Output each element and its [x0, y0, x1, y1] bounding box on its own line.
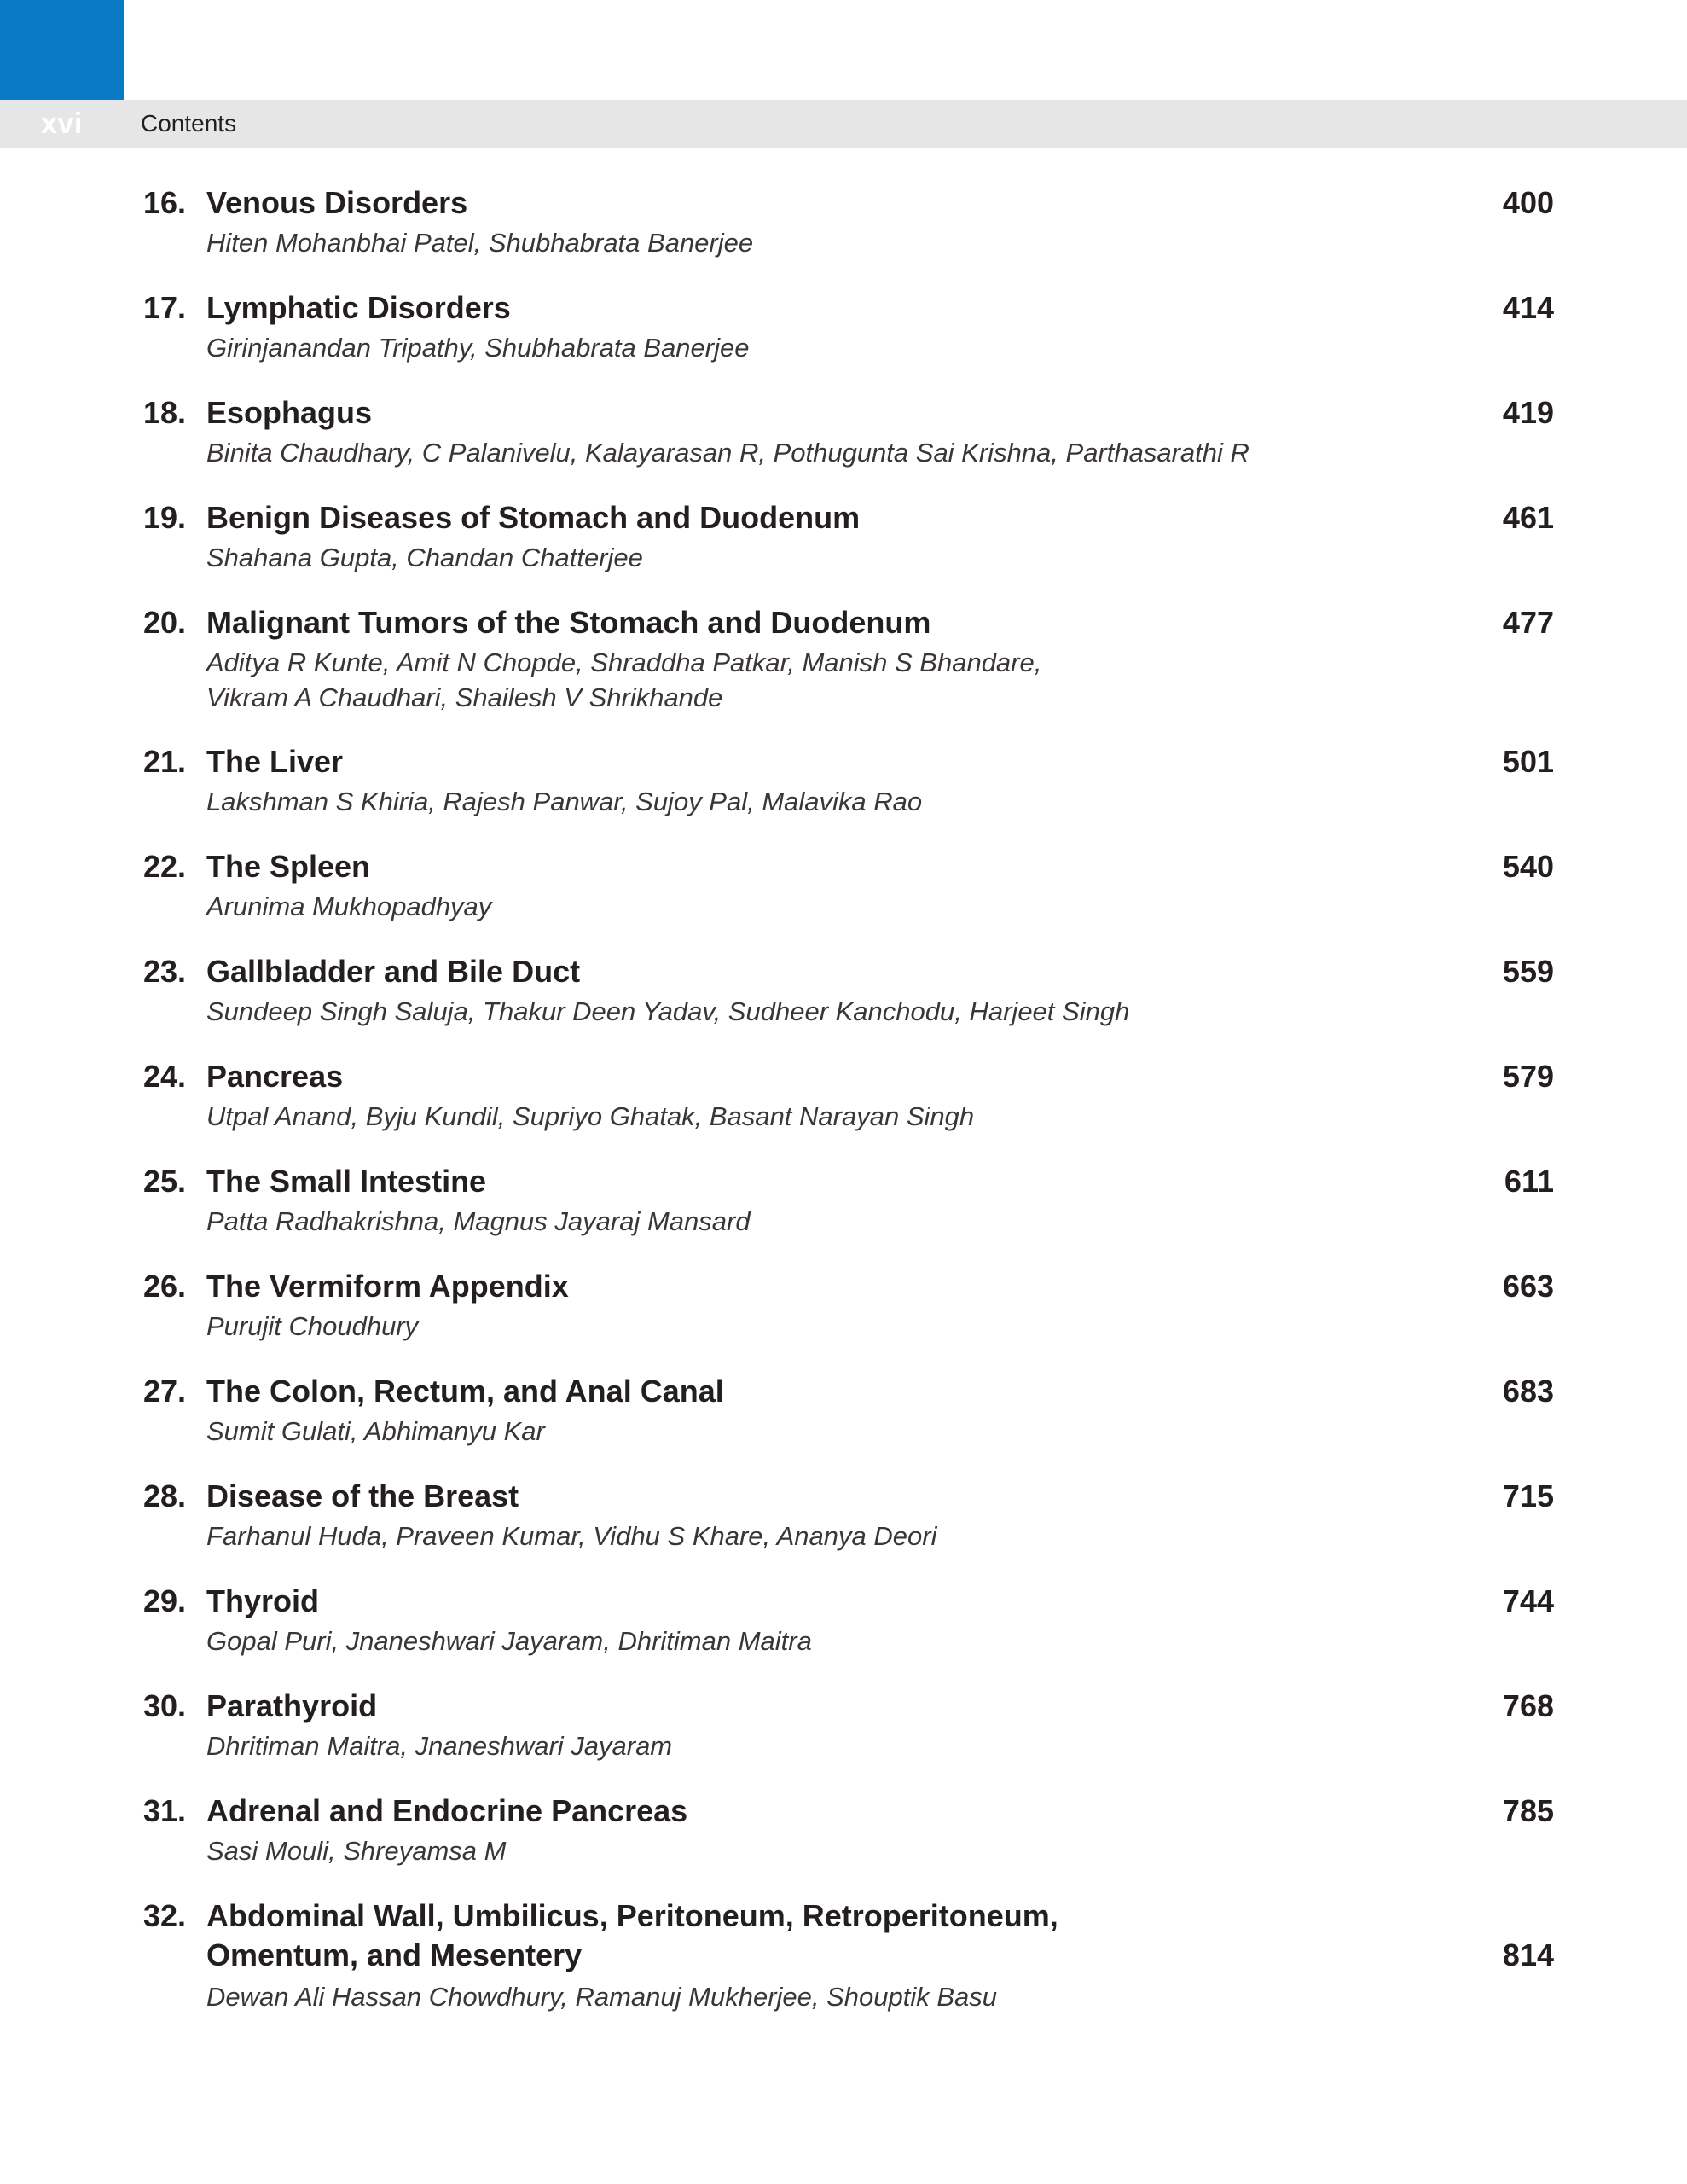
chapter-authors: Utpal Anand, Byju Kundil, Supriyo Ghatak, Basant Narayan Singh: [206, 1101, 975, 1131]
chapter-number: 20.: [143, 605, 187, 640]
chapter-number: 24.: [143, 1059, 187, 1094]
chapter-authors: Dewan Ali Hassan Chowdhury, Ramanuj Mukherjee, Shouptik Basu: [206, 1982, 998, 2012]
chapter-number: 19.: [143, 500, 187, 535]
page-ref: 744: [1502, 1583, 1554, 1618]
chapter-authors: Sundeep Singh Saluja, Thakur Deen Yadav, Sudheer Kanchodu, Harjeet Singh: [206, 996, 1130, 1026]
chapter-number: 18.: [143, 395, 187, 430]
page-number: xvi: [41, 107, 83, 140]
chapter-authors: Purujit Choudhury: [206, 1311, 419, 1341]
chapter-title[interactable]: The Liver: [206, 744, 344, 779]
chapter-number: 16.: [143, 185, 187, 220]
chapter-authors: Sasi Mouli, Shreyamsa M: [206, 1836, 507, 1866]
toc-entry[interactable]: [0, 284, 1687, 389]
authors-line: Aditya R Kunte, Amit N Chopde, Shraddha Patkar, Manish S Bhandare,: [206, 648, 1042, 677]
toc-entry[interactable]: [0, 1892, 1687, 2046]
page-ref: 477: [1502, 605, 1554, 640]
page-ref: 579: [1502, 1059, 1554, 1094]
chapter-title[interactable]: The Small Intestine: [206, 1164, 487, 1199]
chapter-number: 17.: [143, 290, 187, 325]
chapter-number: 28.: [143, 1478, 187, 1513]
page-ref: 419: [1502, 395, 1554, 430]
authors-line: Vikram A Chaudhari, Shailesh V Shrikhande: [206, 682, 723, 712]
chapter-authors: Girinjanandan Tripathy, Shubhabrata Banerjee: [206, 333, 750, 363]
running-head: Contents: [141, 110, 237, 136]
chapter-number: 31.: [143, 1793, 187, 1828]
toc-entry[interactable]: [0, 1053, 1687, 1158]
chapter-title[interactable]: Lymphatic Disorders: [206, 290, 511, 325]
chapter-title[interactable]: Venous Disorders: [206, 185, 468, 220]
chapter-number: 30.: [143, 1688, 187, 1723]
chapter-authors: Sumit Gulati, Abhimanyu Kar: [206, 1416, 545, 1446]
chapter-title[interactable]: Malignant Tumors of the Stomach and Duodenum: [206, 605, 931, 640]
chapter-title[interactable]: Adrenal and Endocrine Pancreas: [206, 1793, 688, 1828]
page-ref: 540: [1502, 849, 1554, 884]
chapter-authors: Arunima Mukhopadhyay: [206, 892, 492, 921]
toc-entry[interactable]: [0, 389, 1687, 494]
toc-entry[interactable]: [0, 1263, 1687, 1368]
chapter-title[interactable]: Disease of the Breast: [206, 1478, 519, 1513]
chapter-title[interactable]: Thyroid: [206, 1583, 319, 1618]
chapter-title[interactable]: Esophagus: [206, 395, 373, 430]
chapter-authors: Patta Radhakrishna, Magnus Jayaraj Mansard: [206, 1206, 751, 1236]
chapter-authors: Farhanul Huda, Praveen Kumar, Vidhu S Khare, Ananya Deori: [206, 1521, 937, 1551]
table-of-contents: [0, 179, 1687, 2046]
chapter-title[interactable]: Pancreas: [206, 1059, 344, 1094]
page-ref: 663: [1502, 1269, 1554, 1304]
chapter-title[interactable]: [206, 1896, 1058, 1975]
page-ref: 785: [1502, 1793, 1554, 1828]
page-ref: 611: [1504, 1164, 1554, 1199]
title-line: Abdominal Wall, Umbilicus, Peritoneum, Retroperitoneum,: [206, 1898, 1058, 1933]
toc-entry[interactable]: [0, 1577, 1687, 1682]
chapter-title[interactable]: The Spleen: [206, 849, 371, 884]
chapter-number: 29.: [143, 1583, 187, 1618]
toc-entry[interactable]: [0, 494, 1687, 599]
header-band: [0, 100, 1687, 148]
chapter-title[interactable]: The Colon, Rectum, and Anal Canal: [206, 1374, 724, 1409]
toc-entry[interactable]: [0, 1158, 1687, 1263]
page-ref: 559: [1502, 954, 1554, 989]
page-ref: 768: [1502, 1688, 1554, 1723]
chapter-authors: Dhritiman Maitra, Jnaneshwari Jayaram: [206, 1731, 673, 1761]
chapter-number: 21.: [143, 744, 187, 779]
chapter-number: 32.: [143, 1898, 187, 1933]
toc-entry[interactable]: [0, 1682, 1687, 1787]
toc-entry[interactable]: [0, 179, 1687, 284]
chapter-title[interactable]: Parathyroid: [206, 1688, 378, 1723]
toc-entry[interactable]: [0, 599, 1687, 738]
toc-entry[interactable]: [0, 843, 1687, 948]
title-line: Omentum, and Mesentery: [206, 1937, 583, 1972]
chapter-title[interactable]: Benign Diseases of Stomach and Duodenum: [206, 500, 861, 535]
chapter-number: 22.: [143, 849, 187, 884]
chapter-authors: Hiten Mohanbhai Patel, Shubhabrata Banerjee: [206, 228, 754, 258]
page-ref: 461: [1502, 500, 1554, 535]
chapter-authors: Binita Chaudhary, C Palanivelu, Kalayarasan R, Pothugunta Sai Krishna, Parthasarathi R: [206, 438, 1249, 468]
toc-entry[interactable]: [0, 1368, 1687, 1472]
page-ref: 814: [1502, 1937, 1554, 1972]
chapter-authors: Lakshman S Khiria, Rajesh Panwar, Sujoy Pal, Malavika Rao: [206, 787, 923, 816]
chapter-number: 27.: [143, 1374, 187, 1409]
toc-entry[interactable]: [0, 1472, 1687, 1577]
chapter-number: 26.: [143, 1269, 187, 1304]
toc-entry[interactable]: [0, 948, 1687, 1053]
toc-entry[interactable]: [0, 1787, 1687, 1892]
chapter-number: 23.: [143, 954, 187, 989]
chapter-title[interactable]: Gallbladder and Bile Duct: [206, 954, 581, 989]
chapter-authors: Shahana Gupta, Chandan Chatterjee: [206, 543, 643, 572]
page-ref: 400: [1502, 185, 1554, 220]
chapter-number: 25.: [143, 1164, 187, 1199]
page-ref: 683: [1502, 1374, 1554, 1409]
chapter-authors: [206, 645, 1041, 715]
page-ref: 501: [1502, 744, 1554, 779]
page-ref: 414: [1502, 290, 1554, 325]
toc-entry[interactable]: [0, 738, 1687, 843]
page-ref: 715: [1502, 1478, 1554, 1513]
chapter-title[interactable]: The Vermiform Appendix: [206, 1269, 569, 1304]
chapter-authors: Gopal Puri, Jnaneshwari Jayaram, Dhritiman Maitra: [206, 1626, 812, 1656]
